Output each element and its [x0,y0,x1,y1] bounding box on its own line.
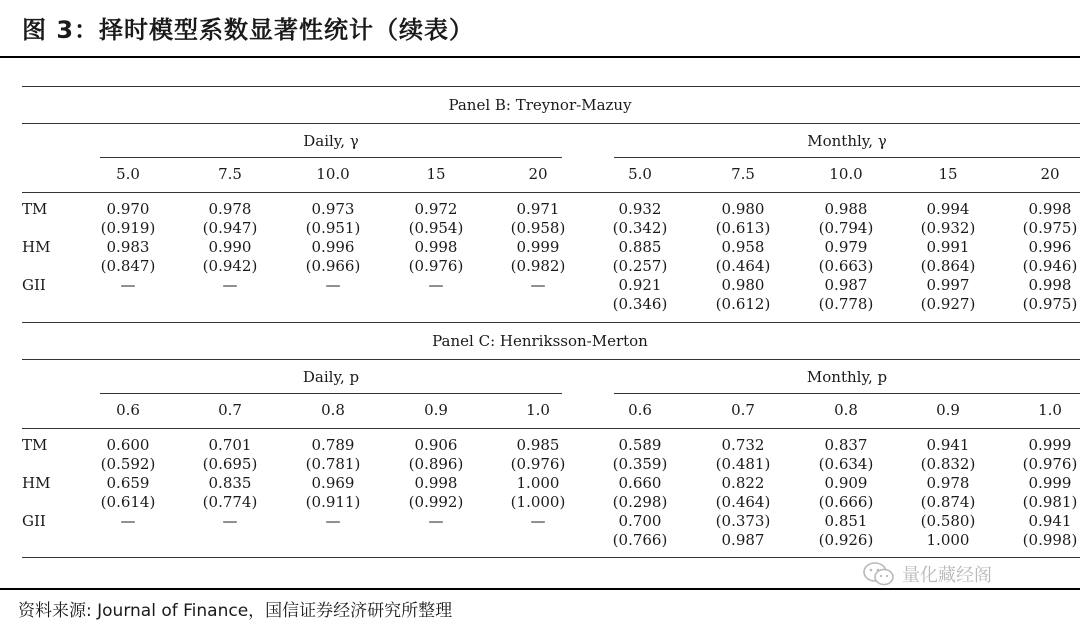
table-cell: 0.969 [311,474,355,492]
table-cell: 0.885 [618,238,662,256]
table-cell: — [428,276,444,294]
watermark-text: 量化藏经阁 [902,565,992,586]
table-cell: (0.874) [920,493,976,511]
table-cell: 0.973 [311,200,355,218]
table-cell: 0.600 [106,436,150,454]
table-cell: 0.988 [824,200,868,218]
table-cell: 1.000 [926,531,970,549]
table-cell: (0.976) [1022,455,1078,473]
column-header-rule [22,192,1080,193]
daily-group-rule [100,157,562,158]
table-cell: (0.954) [408,219,464,237]
watermark [862,561,992,587]
table-cell: (0.614) [100,493,156,511]
table-cell: 0.837 [824,436,868,454]
table-cell: 0.921 [618,276,662,294]
daily-group-header: Daily, γ [303,132,359,150]
table-cell: (0.958) [510,219,566,237]
table-cell: 0.980 [721,200,765,218]
column-header-rule [22,428,1080,429]
table-cell: (0.976) [408,257,464,275]
table-cell: 0.659 [106,474,150,492]
monthly-group-rule [614,157,1080,158]
table-cell: 0.999 [1028,474,1072,492]
table-cell: (0.781) [305,455,361,473]
daily-column-header: 0.8 [321,401,345,419]
table-cell: 0.991 [926,238,970,256]
monthly-column-header: 0.7 [731,401,755,419]
table-cell: 0.932 [618,200,662,218]
monthly-column-header: 10.0 [829,165,863,183]
panel-title: Panel C: Henriksson-Merton [432,332,648,350]
table-cell: 0.998 [1028,200,1072,218]
table-cell: 0.987 [824,276,868,294]
daily-column-header: 0.6 [116,401,140,419]
table-cell: (0.981) [1022,493,1078,511]
table-cell: — [325,512,341,530]
table-cell: 0.998 [414,474,458,492]
table-cell: 0.996 [1028,238,1072,256]
table-cell: 0.980 [721,276,765,294]
wechat-icon [862,561,896,587]
table-cell: 0.997 [926,276,970,294]
daily-column-header: 1.0 [526,401,550,419]
table-cell: (0.778) [818,295,874,313]
table-cell: (0.919) [100,219,156,237]
panel-title: Panel B: Treynor-Mazuy [448,96,632,114]
table-cell: 0.700 [618,512,662,530]
table-cell: (0.926) [818,531,874,549]
daily-column-header: 7.5 [218,165,242,183]
table-cell: (0.346) [612,295,668,313]
row-label: TM [22,436,48,454]
table-cell: 0.970 [106,200,150,218]
table-cell: (0.998) [1022,531,1078,549]
table-cell: (0.359) [612,455,668,473]
monthly-group-header: Monthly, γ [807,132,887,150]
daily-column-header: 10.0 [316,165,350,183]
table-cell: 0.835 [208,474,252,492]
table-cell: (0.794) [818,219,874,237]
table-cell: (0.946) [1022,257,1078,275]
table-cell: 0.906 [414,436,458,454]
table-cell: (0.927) [920,295,976,313]
table-cell: (0.666) [818,493,874,511]
table-cell: (0.966) [305,257,361,275]
table-cell: (0.464) [715,493,771,511]
daily-column-header: 15 [426,165,446,183]
monthly-column-header: 20 [1040,165,1060,183]
table-cell: 0.732 [721,436,765,454]
table-cell: (0.896) [408,455,464,473]
table-cell: 1.000 [516,474,560,492]
table-cell: 0.994 [926,200,970,218]
row-label: HM [22,474,51,492]
row-label: GII [22,276,46,294]
table-cell: — [530,512,546,530]
table-cell: 0.999 [516,238,560,256]
table-cell: 0.979 [824,238,868,256]
table-cell: (0.911) [305,493,361,511]
table-cell: (0.663) [818,257,874,275]
monthly-column-header: 0.6 [628,401,652,419]
table-cell: (0.612) [715,295,771,313]
bottom-rule [0,588,1080,590]
table-cell: 0.851 [824,512,868,530]
daily-column-header: 0.7 [218,401,242,419]
panel-header-rule [22,359,1080,360]
panel-title-rule [22,86,1080,87]
top-rule [0,56,1080,58]
table-cell: 0.998 [1028,276,1072,294]
table-cell: — [222,276,238,294]
table-cell: 0.985 [516,436,560,454]
table-cell: 0.996 [311,238,355,256]
table-cell: (0.951) [305,219,361,237]
table-cell: — [530,276,546,294]
table-cell: 0.941 [1028,512,1072,530]
table-cell: (0.373) [715,512,771,530]
table-cell: (0.592) [100,455,156,473]
table-cell: (0.976) [510,455,566,473]
table-cell: 0.971 [516,200,560,218]
table-cell: (0.932) [920,219,976,237]
daily-column-header: 0.9 [424,401,448,419]
table-cell: 0.998 [414,238,458,256]
daily-group-header: Daily, p [302,368,360,386]
table-cell: (0.947) [202,219,258,237]
table-cell: 0.958 [721,238,765,256]
monthly-column-header: 0.9 [936,401,960,419]
table-cell: — [120,512,136,530]
table-cell: 0.589 [618,436,662,454]
monthly-column-header: 7.5 [731,165,755,183]
monthly-column-header: 0.8 [834,401,858,419]
table-cell: 0.978 [208,200,252,218]
table-cell: 0.987 [721,531,765,549]
table-cell: (1.000) [510,493,566,511]
table-cell: (0.257) [612,257,668,275]
monthly-column-header: 15 [938,165,958,183]
table-bottom-rule [22,557,1080,558]
table-cell: — [428,512,444,530]
table-cell: (0.992) [408,493,464,511]
table-cell: 0.701 [208,436,252,454]
figure-title: 图 3：择时模型系数显著性统计（续表） [22,16,475,44]
table-cell: — [120,276,136,294]
table-cell: (0.832) [920,455,976,473]
daily-group-rule [100,393,562,394]
table-cell: (0.774) [202,493,258,511]
table-cell: (0.342) [612,219,668,237]
table-cell: 0.909 [824,474,868,492]
row-label: TM [22,200,48,218]
table-cell: (0.613) [715,219,771,237]
table-cell: 0.972 [414,200,458,218]
monthly-group-rule [614,393,1080,394]
table-cell: — [325,276,341,294]
table-cell: (0.766) [612,531,668,549]
table-cell: 0.789 [311,436,355,454]
panel-title-rule [22,322,1080,323]
monthly-column-header: 1.0 [1038,401,1062,419]
table-cell: (0.464) [715,257,771,275]
table-cell: (0.975) [1022,295,1078,313]
table-cell: — [222,512,238,530]
daily-column-header: 5.0 [116,165,140,183]
table-cell: 0.999 [1028,436,1072,454]
table-cell: 0.660 [618,474,662,492]
row-label: GII [22,512,46,530]
table-cell: 0.978 [926,474,970,492]
table-cell: (0.982) [510,257,566,275]
panel-header-rule [22,123,1080,124]
table-cell: 0.983 [106,238,150,256]
table-cell: (0.298) [612,493,668,511]
table-cell: (0.847) [100,257,156,275]
table-cell: (0.975) [1022,219,1078,237]
row-label: HM [22,238,51,256]
table-cell: (0.695) [202,455,258,473]
monthly-group-header: Monthly, p [806,368,888,386]
table-cell: 0.941 [926,436,970,454]
table-cell: 0.990 [208,238,252,256]
source-note: 资料来源: Journal of Finance，国信证券经济研究所整理 [18,601,453,621]
table-cell: 0.822 [721,474,765,492]
daily-column-header: 20 [528,165,548,183]
table-cell: (0.942) [202,257,258,275]
table-cell: (0.864) [920,257,976,275]
table-cell: (0.634) [818,455,874,473]
table-cell: (0.481) [715,455,771,473]
monthly-column-header: 5.0 [628,165,652,183]
table-cell: (0.580) [920,512,976,530]
